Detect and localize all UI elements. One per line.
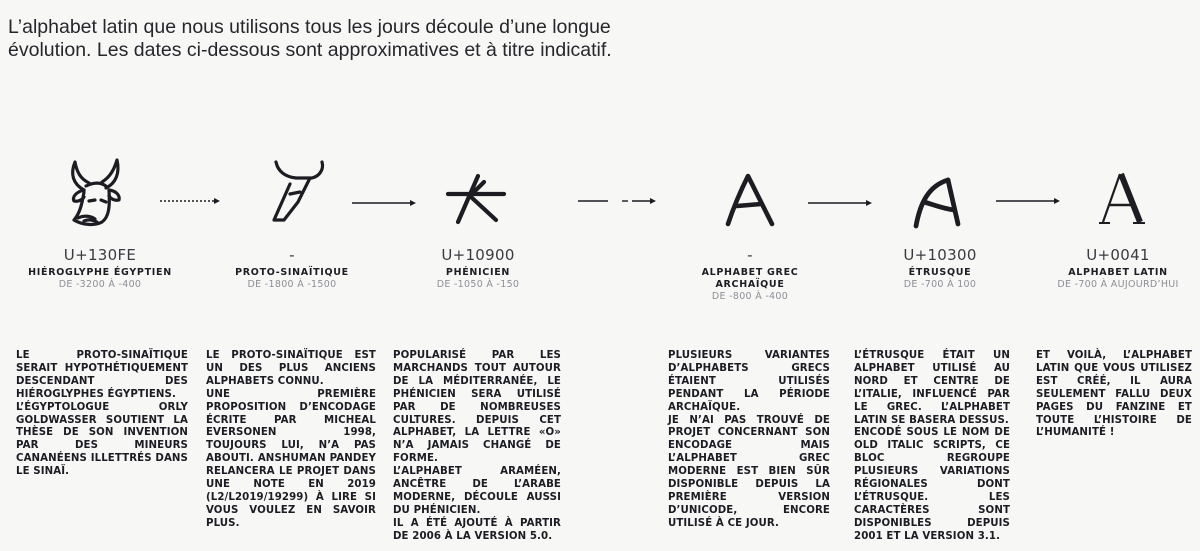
stage-label-hieroglyph xyxy=(20,246,180,291)
date-range: DE -1050 À -150 xyxy=(436,279,520,290)
date-range: DE -800 À -400 xyxy=(711,291,789,302)
latin-a-icon xyxy=(1098,170,1146,228)
unicode-code: U+0041 xyxy=(1086,246,1150,264)
date-range: DE -700 À AUJOURD’HUI xyxy=(1057,279,1179,290)
stage-label-proto-sinaitic xyxy=(212,246,372,291)
description-phoenician: POPULARISÉ PAR LES MARCHANDS TOUT AUTOUR DE LA MÉDITERRANÉE, LE PHÉNICIEN SERA UTILISÉ PAR DE NOMBREUSES CULTURES. DEPUIS CET ALPHABET, LA LETTRE «O» N’A JAMAIS CHANGÉ DE FORME. L’ALPHABET ARAMÉEN, ANCÊTRE DE L’ARABE MODERNE, DÉCOULE AUSSI DU PHÉNICIEN. IL A ÉTÉ AJOUTÉ À PARTIR DE 2006 À LA VERSION 5.0. xyxy=(393,350,561,542)
stage-label-archaic-greek xyxy=(678,246,822,303)
arrow-dashed-3 xyxy=(578,196,656,206)
description-archaic-greek: PLUSIEURS VARIANTES D’ALPHABETS GRECS ÉTAIENT UTILISÉS PENDANT LA PÉRIODE ARCHAÏQUE. JE N’AI PAS TROUVÉ DE PROJET CONCERNANT SON ENCODAGE MAIS L’ALPHABET GREC MODERNE EST BIEN SÛR DISPONIBLE DEPUIS LA PREMIÈRE VERSION D’UNICODE, ENCORE UTILISÉ À CE JOUR. xyxy=(668,350,830,529)
date-range: DE -700 À 100 xyxy=(903,279,977,290)
intro-text xyxy=(8,16,648,62)
arrow-solid-4 xyxy=(808,198,872,208)
unicode-code: - xyxy=(747,246,753,264)
arrow-solid-2 xyxy=(352,198,416,208)
unicode-code: - xyxy=(289,246,295,264)
unicode-code: U+10300 xyxy=(903,246,977,264)
unicode-code: U+130FE xyxy=(63,246,137,264)
intro-line-1: L’alphabet latin que nous utilisons tous les jours découle d’une longue xyxy=(8,16,611,38)
script-name: ÉTRUSQUE xyxy=(908,267,972,278)
script-name: PHÉNICIEN xyxy=(445,267,511,278)
description-proto-sinaitic: LE PROTO-SINAÏTIQUE EST UN DES PLUS ANCIENS ALPHABETS CONNU. UNE PREMIÈRE PROPOSITION D’ENCODAGE ÉCRITE PAR MICHEAL EVERSONEN 1998, TOUJOURS LUI, N’A PAS ABOUTI. ANSHUMAN PANDEY RELANCERA LE PROJET DANS UNE NOTE EN 2019 (L2/L2019/19299) À LIRE SI VOUS VOULEZ EN SAVOIR PLUS. xyxy=(206,350,376,529)
arrow-dotted-1 xyxy=(160,196,220,206)
intro-line-2: évolution. Les dates ci-dessous sont approximatives et à titre indicatif. xyxy=(8,39,612,61)
arrow-solid-5 xyxy=(996,196,1060,206)
ox-head-hieroglyph-icon xyxy=(62,156,130,228)
stage-label-latin xyxy=(1040,246,1196,291)
script-name: HIÉROGLYPHE ÉGYPTIEN xyxy=(28,267,172,278)
script-name: ALPHABET GREC ARCHAÏQUE xyxy=(701,267,799,290)
unicode-code: U+10900 xyxy=(441,246,515,264)
script-name: ALPHABET LATIN xyxy=(1068,267,1168,278)
script-name: PROTO-SINAÏTIQUE xyxy=(235,267,349,278)
proto-sinaitic-ox-icon xyxy=(264,156,330,230)
description-latin: ET VOILÀ, L’ALPHABET LATIN QUE VOUS UTILISEZ EST CRÉÉ, IL AURA SEULEMENT FALLU DEUX PAGES DU FANZINE ET TOUTE L’HISTOIRE DE L’HUMANITÉ ! xyxy=(1036,350,1192,439)
description-etruscan: L’ÉTRUSQUE ÉTAIT UN ALPHABET UTILISÉ AU NORD ET CENTRE DE L’ITALIE, INFLUENCÉ PAR LE GREC. L’ALPHABET LATIN SE BASERA DESSUS. ENCODÉ SOUS LE NOM DE OLD ITALIC SCRIPTS, CE BLOC REGROUPE PLUSIEURS VARIATIONS RÉGIONALES DONT L’ÉTRUSQUE. LES CARACTÈRES SONT DISPONIBLES DEPUIS 2001 ET LA VERSION 3.1. xyxy=(854,350,1010,542)
description-hieroglyph: LE PROTO-SINAÏTIQUE SERAIT HYPOTHÉTIQUEMENT DESCENDANT DES HIÉROGLYPHES ÉGYPTIENS. L’ÉGYPTOLOGUE ORLY GOLDWASSER SOUTIENT LA THÈSE DE SON INVENTION PAR DES MINEURS CANANÉENS ILLETTRÉS DANS LE SINAÏ. xyxy=(16,350,188,478)
phoenician-aleph-icon xyxy=(444,168,508,232)
stage-label-phoenician xyxy=(398,246,558,291)
archaic-greek-alpha-icon xyxy=(722,170,780,228)
etruscan-a-icon xyxy=(910,174,968,230)
date-range: DE -3200 À -400 xyxy=(58,279,142,290)
stage-label-etruscan xyxy=(860,246,1020,291)
date-range: DE -1800 À -1500 xyxy=(247,279,337,290)
